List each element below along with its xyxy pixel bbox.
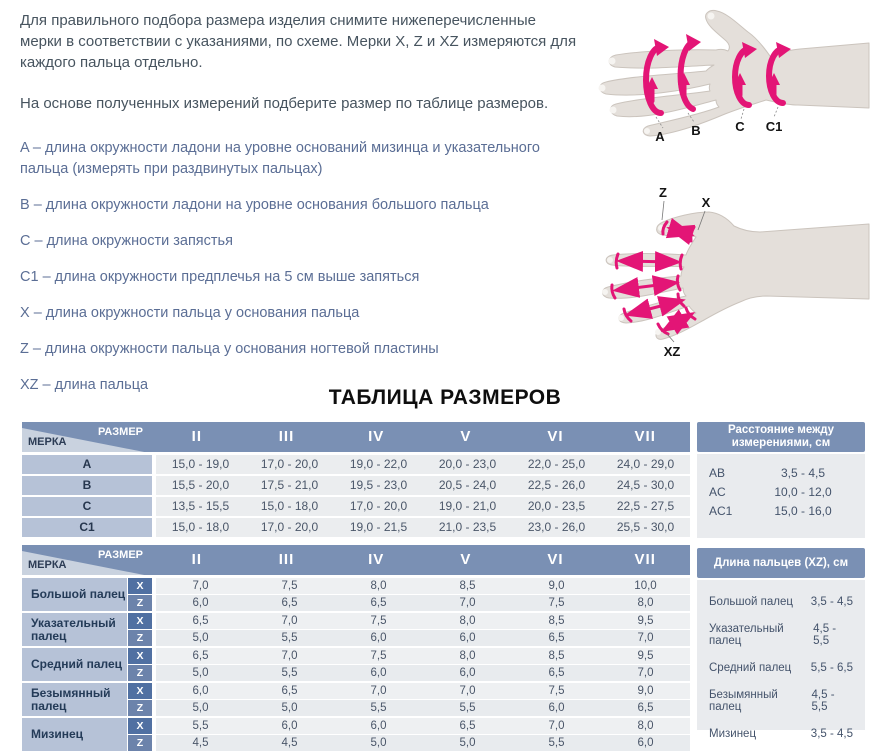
finger-length-row xyxy=(709,728,853,740)
z-value: 6,5 xyxy=(548,632,565,644)
xz-badges xyxy=(128,718,152,751)
finger-length-row xyxy=(709,662,853,674)
measurement-definition: XZ – длина пальца xyxy=(20,377,149,393)
z-value: 5,0 xyxy=(192,632,209,644)
measure-value: 19,0 - 21,0 xyxy=(438,499,497,513)
z-value: 4,5 xyxy=(192,737,209,749)
z-badge: Z xyxy=(128,735,152,751)
z-value: 5,0 xyxy=(281,702,298,714)
corner-size-label: РАЗМЕР xyxy=(97,549,143,561)
measure-value: 17,5 - 21,0 xyxy=(260,478,319,492)
z-value: 4,5 xyxy=(281,737,298,749)
measure-value: 22,0 - 25,0 xyxy=(527,457,586,471)
z-badge: Z xyxy=(128,700,152,716)
z-value: 7,0 xyxy=(637,632,654,644)
table2-size-columns xyxy=(152,545,690,575)
z-value: 5,5 xyxy=(459,702,476,714)
finger-row xyxy=(22,578,690,611)
finger-name: Безымянный палец xyxy=(22,683,127,716)
table-row xyxy=(22,518,690,537)
distance-label: AC xyxy=(709,485,726,499)
finger-length-row xyxy=(709,689,853,713)
z-value: 6,0 xyxy=(370,632,387,644)
finger-row xyxy=(22,648,690,681)
table1-size-columns xyxy=(152,422,690,452)
distance-row xyxy=(709,464,853,483)
measurement-definition: Z – длина окружности пальца у основания ногтевой пластины xyxy=(20,341,439,357)
size-column-header: VI xyxy=(547,551,564,568)
distance-label: AC1 xyxy=(709,504,733,518)
finger-name: Мизинец xyxy=(22,718,127,751)
distance-value: 15,0 - 16,0 xyxy=(774,504,832,518)
z-value: 6,0 xyxy=(548,702,565,714)
intro-text-block xyxy=(20,0,578,411)
x-value: 7,5 xyxy=(281,580,298,592)
xz-badges xyxy=(128,578,152,611)
size-column-header: III xyxy=(278,551,295,568)
measure-label: C xyxy=(22,497,152,516)
finger-length-label: Безымянный палец xyxy=(709,689,778,713)
x-value: 9,0 xyxy=(548,580,565,592)
table2-finger-groups xyxy=(22,578,690,751)
measure-value: 19,0 - 22,0 xyxy=(349,457,408,471)
measure-value: 19,0 - 21,5 xyxy=(349,520,408,534)
z-value: 6,0 xyxy=(192,597,209,609)
finger-length-value: 4,5 - 5,5 xyxy=(811,689,835,713)
finger-values xyxy=(156,578,690,611)
x-badge: X xyxy=(128,683,152,699)
x-value: 7,0 xyxy=(281,615,298,627)
x-values xyxy=(156,683,690,699)
z-value: 6,0 xyxy=(459,667,476,679)
band-label-b: B xyxy=(691,123,701,138)
z-value: 5,5 xyxy=(281,667,298,679)
z-value: 6,0 xyxy=(459,632,476,644)
measure-value: 19,5 - 23,0 xyxy=(349,478,408,492)
xz-badges xyxy=(128,683,152,716)
finger-length-label: Средний палец xyxy=(709,662,792,674)
z-value: 8,0 xyxy=(637,597,654,609)
row-values xyxy=(156,476,690,495)
size-table-fingers xyxy=(22,545,690,752)
z-badge: Z xyxy=(128,630,152,646)
x-values xyxy=(156,613,690,629)
z-value: 6,5 xyxy=(370,597,387,609)
x-value: 7,0 xyxy=(370,685,387,697)
z-values xyxy=(156,595,690,611)
size-column-header: III xyxy=(278,428,295,445)
measure-value: 25,5 - 30,0 xyxy=(616,520,675,534)
x-badge: X xyxy=(128,578,152,594)
x-value: 6,0 xyxy=(281,720,298,732)
measure-value: 20,5 - 24,0 xyxy=(438,478,497,492)
z-value: 6,5 xyxy=(548,667,565,679)
x-value: 7,5 xyxy=(370,615,387,627)
x-values xyxy=(156,718,690,734)
x-value: 9,5 xyxy=(637,615,654,627)
x-value: 7,0 xyxy=(459,685,476,697)
x-value: 8,5 xyxy=(548,650,565,662)
band-label-a: A xyxy=(655,129,665,144)
z-badge: Z xyxy=(128,665,152,681)
table1-header xyxy=(22,422,690,452)
corner-measure-label: МЕРКА xyxy=(28,436,67,448)
table1-corner-cell xyxy=(22,422,152,452)
measurement-definition: A – длина окружности ладони на уровне оснований мизинца и указательного пальца (измерять при раздвинутых пальцах) xyxy=(20,140,540,177)
finger-values xyxy=(156,613,690,646)
measurement-definition: C – длина окружности запястья xyxy=(20,233,233,249)
measurement-definition: X – длина окружности пальца у основания пальца xyxy=(20,305,360,321)
x-value: 6,0 xyxy=(192,685,209,697)
finger-values xyxy=(156,648,690,681)
xz-badges xyxy=(128,613,152,646)
distance-panel xyxy=(697,422,865,538)
measure-value: 21,0 - 23,5 xyxy=(438,520,497,534)
finger-length-row xyxy=(709,596,853,608)
z-value: 7,0 xyxy=(637,667,654,679)
x-value: 8,5 xyxy=(459,580,476,592)
z-value: 5,0 xyxy=(192,667,209,679)
distance-panel-body xyxy=(697,454,865,538)
finger-name: Указательный палец xyxy=(22,613,127,646)
measure-label: B xyxy=(22,476,152,495)
size-table-circumferences xyxy=(22,422,690,539)
finger-row xyxy=(22,613,690,646)
z-values xyxy=(156,630,690,646)
distance-label: AB xyxy=(709,466,726,480)
distance-value: 3,5 - 4,5 xyxy=(780,466,826,480)
distance-panel-title: Расстояние между измерениями, см xyxy=(697,422,865,452)
x-value: 7,0 xyxy=(281,650,298,662)
intro-paragraph-2: На основе полученных измерений подберите размер по таблице размеров. xyxy=(20,95,549,112)
measure-label: C1 xyxy=(22,518,152,537)
z-value: 5,5 xyxy=(281,632,298,644)
z-values xyxy=(156,700,690,716)
measure-value: 24,5 - 30,0 xyxy=(616,478,675,492)
finger-row xyxy=(22,683,690,716)
finger-length-value: 4,5 - 5,5 xyxy=(813,623,837,647)
size-column-header: IV xyxy=(368,428,385,445)
finger-length-value: 3,5 - 4,5 xyxy=(810,596,853,608)
size-column-header: IV xyxy=(368,551,385,568)
finger-length-value: 5,5 - 6,5 xyxy=(810,662,853,674)
z-value: 5,5 xyxy=(548,737,565,749)
x-value: 8,0 xyxy=(370,580,387,592)
finger-length-panel-body xyxy=(697,580,865,740)
finger-length-label: Большой палец xyxy=(709,596,793,608)
finger-length-panel-title: Длина пальцев (XZ), см xyxy=(697,548,865,578)
finger-length-row xyxy=(709,623,853,647)
band-label-c1: C1 xyxy=(765,119,783,134)
x-value: 8,0 xyxy=(459,650,476,662)
distance-row xyxy=(709,483,853,502)
finger-length-value: 3,5 - 4,5 xyxy=(810,728,853,740)
z-value: 6,0 xyxy=(637,737,654,749)
size-column-header: VII xyxy=(634,428,656,445)
z-values xyxy=(156,665,690,681)
z-value: 5,5 xyxy=(370,702,387,714)
finger-length-panel xyxy=(697,548,865,740)
measure-value: 17,0 - 20,0 xyxy=(260,520,319,534)
distance-row xyxy=(709,502,853,521)
x-value: 10,0 xyxy=(634,580,657,592)
x-value: 6,5 xyxy=(192,650,209,662)
row-values xyxy=(156,497,690,516)
finger-label-xz: XZ xyxy=(663,344,681,359)
x-value: 7,0 xyxy=(548,720,565,732)
x-values xyxy=(156,648,690,664)
band-label-c: C xyxy=(735,119,745,134)
z-values xyxy=(156,735,690,751)
row-values xyxy=(156,518,690,537)
size-column-header: VI xyxy=(547,428,564,445)
xz-badges xyxy=(128,648,152,681)
measure-value: 17,0 - 20,0 xyxy=(349,499,408,513)
table-row xyxy=(22,497,690,516)
intro-paragraph-1: Для правильного подбора размера изделия снимите нижеперечисленные мерки в соответствии с указаниями, по схеме. Мерки X, Z и XZ измеряются для каждого пальца отдельно. xyxy=(20,12,577,71)
x-badge: X xyxy=(128,648,152,664)
table2-header xyxy=(22,545,690,575)
measure-value: 15,5 - 20,0 xyxy=(171,478,230,492)
measure-value: 23,0 - 26,0 xyxy=(527,520,586,534)
x-value: 9,5 xyxy=(637,650,654,662)
table1-rows xyxy=(22,455,690,537)
finger-label-x: X xyxy=(701,195,711,210)
x-value: 7,0 xyxy=(192,580,209,592)
finger-label-z: Z xyxy=(659,185,667,200)
finger-values xyxy=(156,718,690,751)
x-value: 8,0 xyxy=(637,720,654,732)
measurement-definitions-list xyxy=(20,138,578,396)
measure-value: 15,0 - 19,0 xyxy=(171,457,230,471)
distance-value: 10,0 - 12,0 xyxy=(774,485,832,499)
measurement-definition: C1 – длина окружности предплечья на 5 см выше запяться xyxy=(20,269,420,285)
z-value: 6,5 xyxy=(637,702,654,714)
z-value: 7,5 xyxy=(548,597,565,609)
z-value: 6,5 xyxy=(281,597,298,609)
x-value: 6,5 xyxy=(459,720,476,732)
finger-name: Средний палец xyxy=(22,648,127,681)
x-value: 6,5 xyxy=(192,615,209,627)
finger-row xyxy=(22,718,690,751)
size-column-header: II xyxy=(191,428,202,445)
measure-value: 20,0 - 23,0 xyxy=(438,457,497,471)
z-value: 5,0 xyxy=(459,737,476,749)
finger-length-label: Указательный палец xyxy=(709,623,784,647)
hand-outline xyxy=(602,212,869,339)
row-values xyxy=(156,455,690,474)
corner-size-label: РАЗМЕР xyxy=(97,426,143,438)
x-value: 9,0 xyxy=(637,685,654,697)
finger-values xyxy=(156,683,690,716)
z-value: 5,0 xyxy=(370,737,387,749)
measure-value: 24,0 - 29,0 xyxy=(616,457,675,471)
measure-value: 13,5 - 15,5 xyxy=(171,499,230,513)
hand-circumference-diagram xyxy=(588,5,870,155)
z-badge: Z xyxy=(128,595,152,611)
x-value: 5,5 xyxy=(192,720,209,732)
size-column-header: II xyxy=(191,551,202,568)
x-badge: X xyxy=(128,718,152,734)
z-value: 5,0 xyxy=(192,702,209,714)
measure-value: 15,0 - 18,0 xyxy=(171,520,230,534)
z-value: 7,0 xyxy=(459,597,476,609)
measure-value: 20,0 - 23,5 xyxy=(527,499,586,513)
table-row xyxy=(22,455,690,474)
x-values xyxy=(156,578,690,594)
z-value: 6,0 xyxy=(370,667,387,679)
x-value: 6,0 xyxy=(370,720,387,732)
table2-corner-cell xyxy=(22,545,152,575)
x-value: 7,5 xyxy=(548,685,565,697)
table-row xyxy=(22,476,690,495)
x-value: 6,5 xyxy=(281,685,298,697)
x-value: 7,5 xyxy=(370,650,387,662)
x-value: 8,5 xyxy=(548,615,565,627)
measure-value: 15,0 - 18,0 xyxy=(260,499,319,513)
corner-measure-label: МЕРКА xyxy=(28,559,67,571)
measure-value: 17,0 - 20,0 xyxy=(260,457,319,471)
measure-value: 22,5 - 27,5 xyxy=(616,499,675,513)
size-column-header: VII xyxy=(634,551,656,568)
size-column-header: V xyxy=(460,428,472,445)
size-table-title: ТАБЛИЦА РАЗМЕРОВ xyxy=(328,386,562,409)
x-badge: X xyxy=(128,613,152,629)
measure-label: A xyxy=(22,455,152,474)
size-column-header: V xyxy=(460,551,472,568)
x-value: 8,0 xyxy=(459,615,476,627)
measure-value: 22,5 - 26,0 xyxy=(527,478,586,492)
finger-name: Большой палец xyxy=(22,578,127,611)
finger-measurements-diagram xyxy=(588,182,870,372)
measurement-definition: B – длина окружности ладони на уровне основания большого пальца xyxy=(20,197,489,213)
finger-length-label: Мизинец xyxy=(709,728,757,740)
